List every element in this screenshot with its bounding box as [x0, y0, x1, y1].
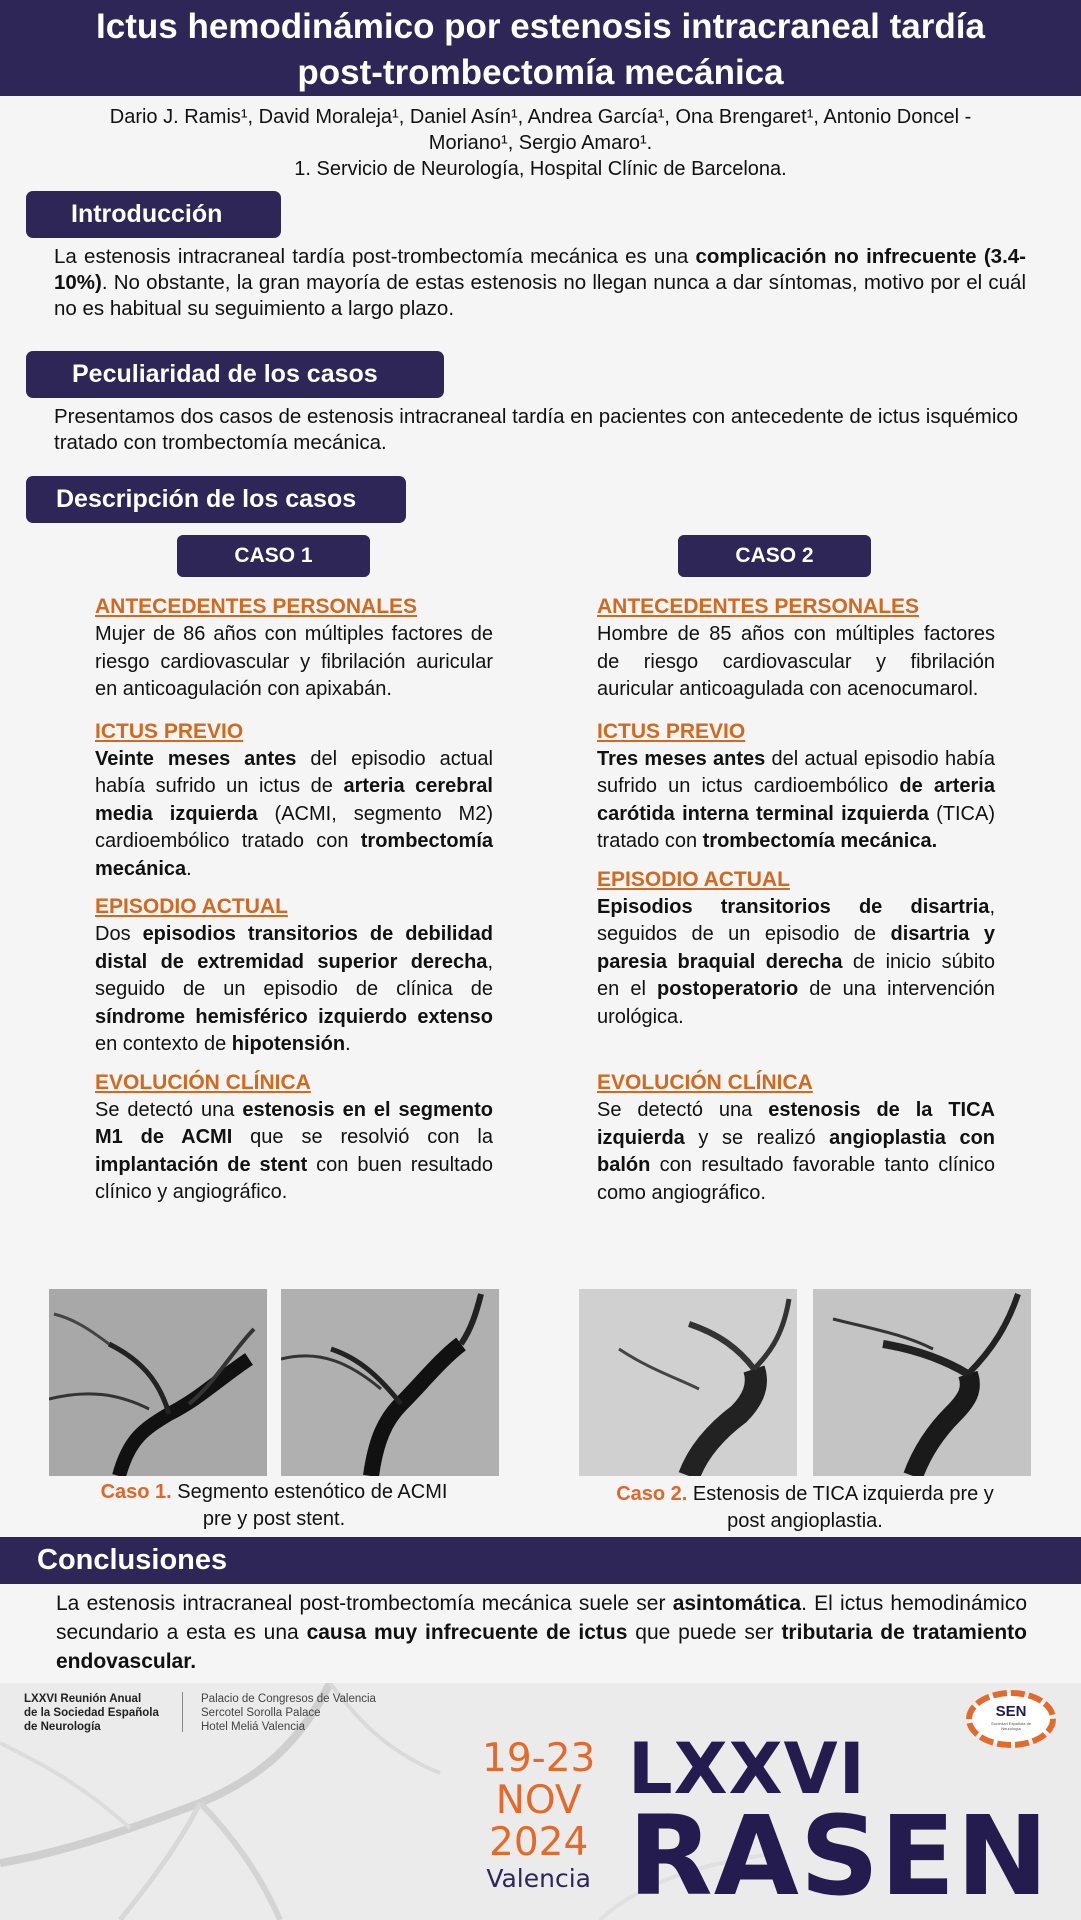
case1-angiogram-pre — [49, 1289, 267, 1476]
footer-banner — [0, 1683, 1081, 1920]
case2-ictus-text: Tres meses antes del actual episodio había sufrido un ictus cardioembólico de arteria carótida interna terminal izquierda (TICA) tratado con trombectomía mecánica. — [597, 747, 996, 852]
case2-antecedentes-text: Hombre de 85 años con múltiples factores de riesgo cardiovascular y fibrilación auricular anticoagulada con acenocumarol. — [597, 623, 995, 700]
case2-episodio-title: EPISODIO ACTUAL — [597, 867, 790, 891]
peculiaridad-text: Presentamos dos casos de estenosis intracraneal tardía en pacientes con antecedente de ictus isquémico tratado con trombectomía mecánica. — [54, 405, 1019, 454]
intro-heading: Introducción — [26, 191, 281, 238]
footer-city: Valencia — [486, 1864, 591, 1893]
case1-antecedentes-text: Mujer de 86 años con múltiples factores de riesgo cardiovascular y fibrilación auricular en anticoagulación con apixabán. — [95, 623, 493, 700]
poster-title: Ictus hemodinámico por estenosis intracraneal tardía post-trombectomía mecánica — [96, 7, 985, 92]
sen-logo-text: SEN — [995, 1703, 1027, 1720]
sen-logo — [964, 1687, 1058, 1751]
case2-column — [597, 593, 995, 1207]
case1-evolucion-title: EVOLUCIÓN CLÍNICA — [95, 1070, 311, 1094]
case1-column — [95, 593, 493, 1207]
footer-org: LXXVI Reunión Anual de la Sociedad Española de Neurología — [24, 1693, 159, 1733]
case2-caption: Caso 2. Estenosis de TICA izquierda pre y post angioplastia. — [616, 1483, 994, 1532]
sen-logo-sub: Sociedad Española de Neurología — [990, 1721, 1032, 1731]
case1-evolucion-text: Se detectó una estenosis en el segmento M1 de ACMI que se resolvió con la implantación de stent con buen resultado clínico y angiográfico. — [95, 1098, 493, 1203]
case2-angiogram-pre — [579, 1289, 797, 1476]
descripcion-heading: Descripción de los casos — [26, 476, 406, 523]
authors — [20, 104, 1061, 182]
case1-label: CASO 1 — [177, 535, 370, 577]
peculiaridad-heading: Peculiaridad de los casos — [26, 351, 444, 398]
intro-text: La estenosis intracraneal tardía post-trombectomía mecánica es una complicación no infrecuente (3.4-10%). No obstante, la gran mayoría de estas estenosis no llegan nunca a dar síntomas, motivo por el cuál no es habitual su seguimiento a largo plazo. — [54, 245, 1026, 320]
footer-event-number: LXXVI — [628, 1728, 866, 1810]
affiliation: 1. Servicio de Neurología, Hospital Clínic de Barcelona. — [294, 158, 787, 180]
footer-event-name: RASEN — [628, 1792, 1050, 1920]
case1-episodio-text: Dos episodios transitorios de debilidad distal de extremidad superior derecha, seguido de un episodio de clínica de síndrome hemisférico izquierdo extenso en contexto de hipotensión. — [95, 923, 494, 1055]
footer-dates: 19-23 NOV 2024 Valencia — [482, 1736, 596, 1893]
case2-ictus-title: ICTUS PREVIO — [597, 719, 746, 743]
authors-line-2: Moriano¹, Sergio Amaro¹. — [428, 132, 653, 154]
footer-venue: Palacio de Congresos de Valencia Sercotel Sorolla Palace Hotel Meliá Valencia — [201, 1693, 376, 1733]
case2-label: CASO 2 — [678, 535, 871, 577]
case1-ictus-text: Veinte meses antes del episodio actual había sufrido un ictus de arteria cerebral media izquierda (ACMI, segmento M2) cardioembólico tratado con trombectomía mecánica. — [95, 747, 493, 880]
authors-line-1: Dario J. Ramis¹, David Moraleja¹, Daniel Asín¹, Andrea García¹, Ona Brengaret¹, Antonio Doncel - — [109, 106, 972, 128]
footer-divider — [182, 1692, 183, 1732]
case2-evolucion-text: Se detectó una estenosis de la TICA izquierda y se realizó angioplastia con balón con resultado favorable tanto clínico como angiográfico. — [597, 1099, 995, 1204]
conclusiones-text: La estenosis intracraneal post-trombectomía mecánica suele ser asintomática. El ictus hemodinámico secundario a esta es una causa muy infrecuente de ictus que puede ser tributaria de tratamiento endovascular. — [56, 1592, 1028, 1673]
case2-angiogram-post — [813, 1289, 1031, 1476]
case1-ictus-title: ICTUS PREVIO — [95, 719, 244, 743]
case2-evolucion-title: EVOLUCIÓN CLÍNICA — [597, 1071, 813, 1094]
conclusiones-heading: Conclusiones — [0, 1537, 1081, 1584]
case1-episodio-title: EPISODIO ACTUAL — [95, 895, 288, 918]
case2-antecedentes-title: ANTECEDENTES PERSONALES — [597, 595, 920, 618]
case1-antecedentes-title: ANTECEDENTES PERSONALES — [95, 595, 418, 618]
case1-angiogram-post — [281, 1289, 499, 1476]
case1-caption: Caso 1. Segmento estenótico de ACMI pre y post stent. — [100, 1481, 448, 1530]
case2-episodio-text: Episodios transitorios de disartria, seguidos de un episodio de disartria y paresia braquial derecha de inicio súbito en el postoperatorio de una intervención urológica. — [597, 895, 995, 1028]
title-bar — [0, 0, 1081, 96]
